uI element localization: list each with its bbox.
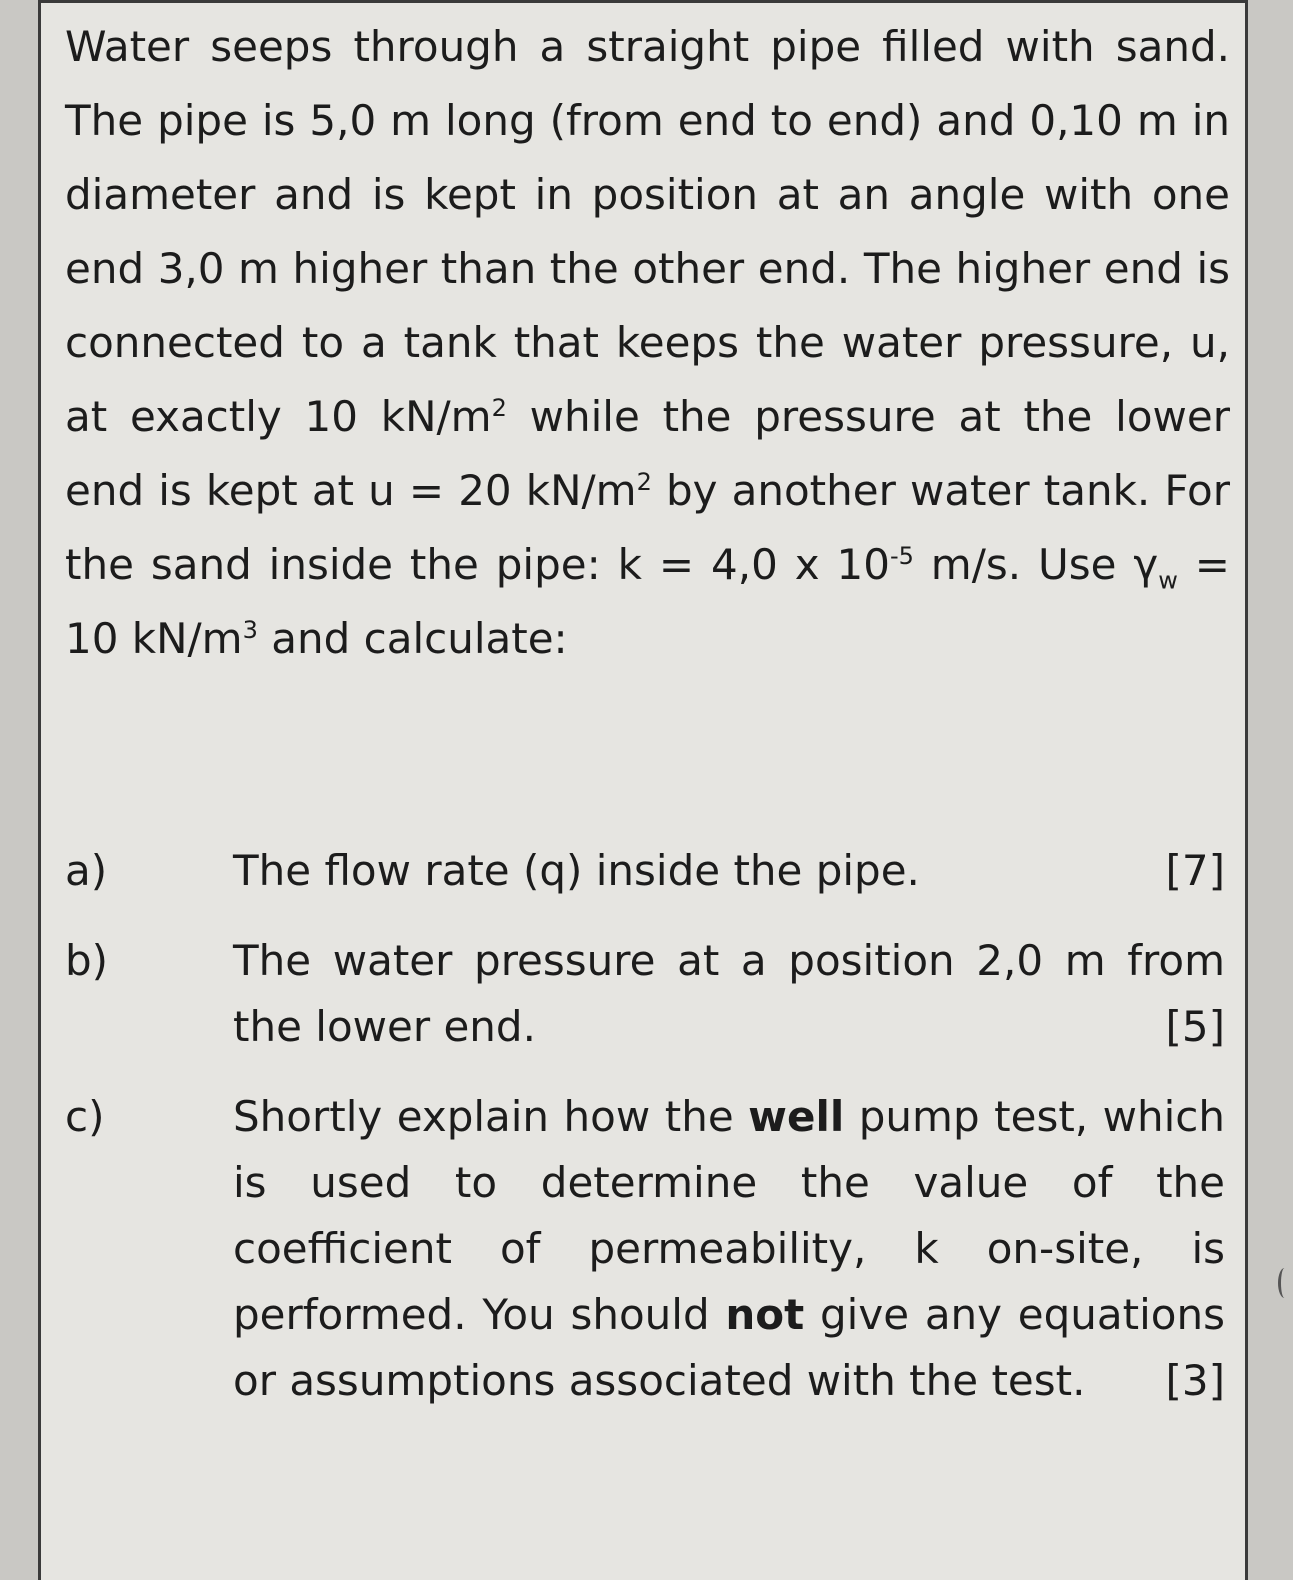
edge-mark: [1278, 1268, 1291, 1298]
gamma-symbol: γ: [1133, 540, 1159, 589]
question-text: [65, 10, 1230, 676]
sub-question-text: give any equations or assumptions associated with the test.: [233, 1290, 1225, 1405]
subscript-w: w: [1158, 566, 1178, 595]
superscript-2: 2: [491, 394, 507, 422]
marks-label: [3]: [1165, 1356, 1225, 1405]
question-part-5: = 10 kN/m: [65, 540, 1230, 663]
sub-question-b: [65, 928, 1225, 1060]
sub-questions: [65, 838, 1225, 1438]
bold-word-not: not: [725, 1290, 805, 1339]
sub-question-a: [65, 838, 1225, 904]
sub-question-body: [233, 928, 1225, 1060]
sub-question-c: [65, 1084, 1225, 1414]
sub-question-body: [233, 838, 1225, 904]
document-page: [38, 0, 1248, 1580]
question-part-2: while the pressure at the lower end is kept at u = 20 kN/m: [65, 392, 1230, 515]
superscript-2: 2: [636, 468, 652, 496]
sub-question-body: [233, 1084, 1225, 1414]
sub-question-text: The water pressure at a position 2,0 m from the lower end.: [233, 936, 1225, 1051]
sub-question-text: pump test, which is used to determine the value of the coefficient of permeability, k on-site, is performed. You should: [233, 1092, 1225, 1339]
sub-question-label: a): [65, 846, 108, 895]
question-part-6: and calculate:: [257, 614, 568, 663]
sub-question-label: b): [65, 936, 109, 985]
marks-label: [7]: [1165, 846, 1225, 895]
superscript-exponent: -5: [889, 542, 914, 570]
bold-word-well: well: [748, 1092, 845, 1141]
superscript-3: 3: [242, 616, 258, 644]
question-part-4: m/s. Use: [913, 540, 1134, 589]
sub-question-text: Shortly explain how the: [233, 1092, 749, 1141]
sub-question-label: c): [65, 1092, 105, 1141]
question-part-1: Water seeps through a straight pipe filled with sand. The pipe is 5,0 m long (from end to end) and 0,10 m in diameter and is kept in position at an angle with one end 3,0 m higher than the other end. The higher end is connected to a tank that keeps the water pressure, u, at exactly 10 kN/m: [65, 22, 1230, 441]
marks-label: [5]: [1165, 1002, 1225, 1051]
top-border: [41, 0, 1245, 3]
sub-question-text: The flow rate (q) inside the pipe.: [233, 846, 920, 895]
question-part-3: by another water tank. For the sand inside the pipe: k = 4,0 x 10: [65, 466, 1230, 589]
